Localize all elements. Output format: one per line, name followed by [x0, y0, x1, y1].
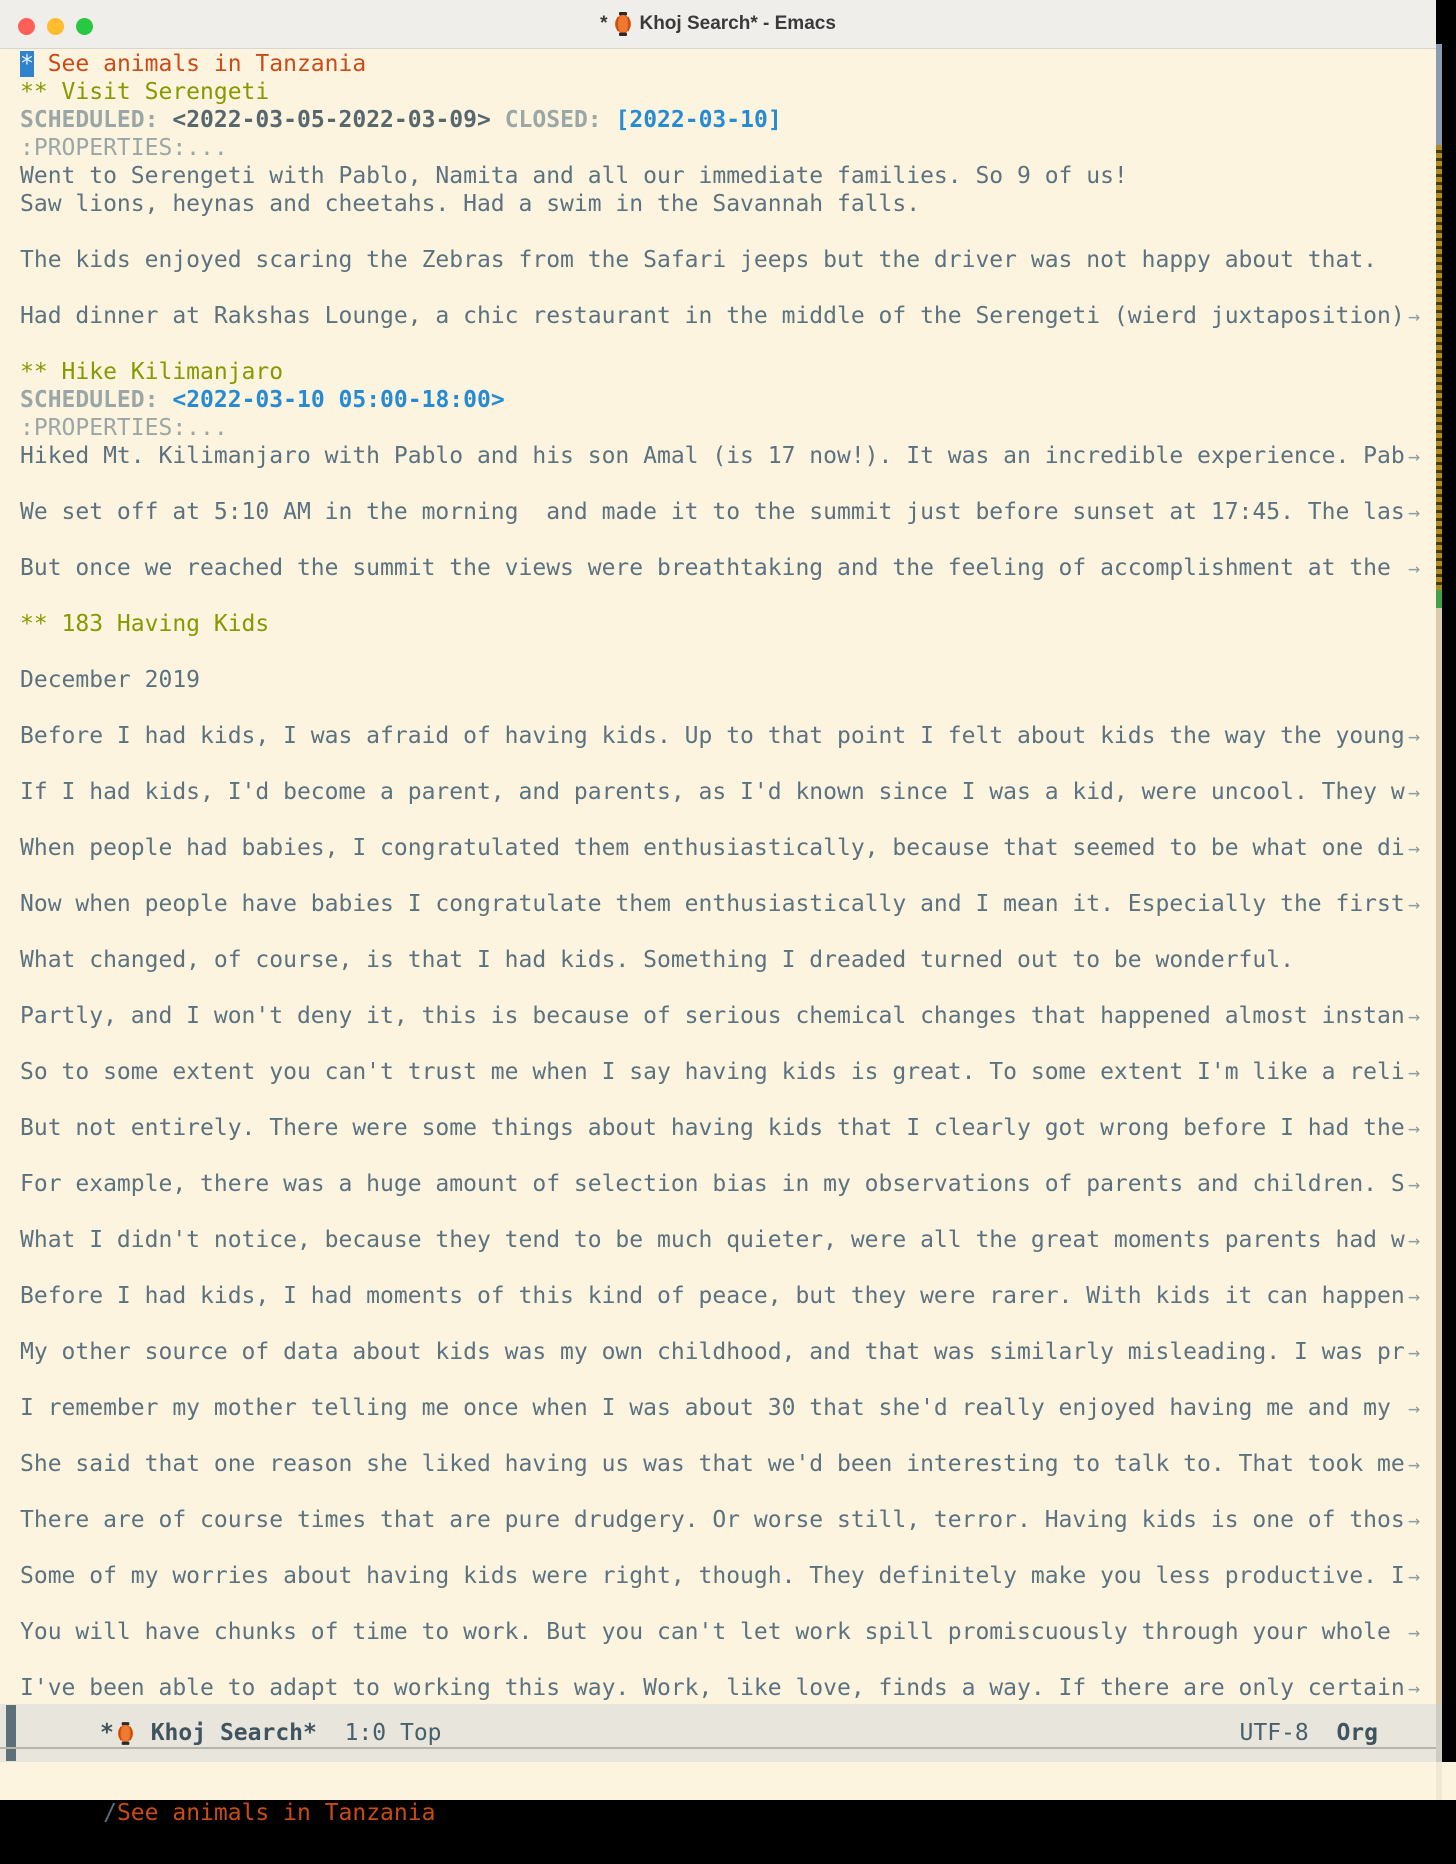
text-segment: There are of course times that are pure drudgery. Or worse still, terror. Having kids is one of thos	[20, 1507, 1405, 1533]
text-segment: When people had babies, I congratulated them enthusiastically, because that seemed to be what one di	[20, 835, 1405, 861]
line-wrap-arrow-icon: →	[1407, 1172, 1420, 1196]
buffer-line[interactable]	[0, 470, 1436, 498]
buffer-line[interactable]	[0, 358, 1436, 386]
window-title-star: *	[600, 13, 608, 34]
buffer-line[interactable]	[0, 1450, 1436, 1478]
text-segment: CLOSED:	[504, 107, 602, 133]
buffer-line[interactable]	[0, 694, 1436, 722]
background-window-sliver	[1436, 44, 1442, 1800]
text-segment: If I had kids, I'd become a parent, and parents, as I'd known since I was a kid, were uncool. They w	[20, 779, 1405, 805]
text-segment: I remember my mother telling me once when I was about 30 that she'd really enjoyed having me and my	[20, 1395, 1405, 1421]
text-segment: What I didn't notice, because they tend to be much quieter, were all the great moments parents had w	[20, 1227, 1405, 1253]
buffer-line[interactable]	[0, 246, 1436, 274]
text-segment: But not entirely. There were some things about having kids that I clearly got wrong before I had the	[20, 1115, 1405, 1141]
sliver-segment	[1436, 1704, 1442, 1762]
buffer-line[interactable]	[0, 1002, 1436, 1030]
line-wrap-arrow-icon: →	[1407, 1060, 1420, 1084]
text-segment	[491, 107, 505, 133]
buffer-line[interactable]	[0, 1534, 1436, 1562]
text-segment: <2022-03-10 05:00-18:00>	[172, 387, 505, 413]
buffer-line[interactable]	[0, 1170, 1436, 1198]
buffer-line[interactable]	[0, 50, 1436, 78]
buffer-line[interactable]	[0, 1058, 1436, 1086]
cursor-position: 1:0	[344, 1720, 387, 1746]
buffer-line[interactable]	[0, 1254, 1436, 1282]
buffer-line[interactable]	[0, 554, 1436, 582]
scroll-position: Top	[399, 1720, 442, 1746]
line-wrap-arrow-icon: →	[1407, 1508, 1420, 1532]
sliver-segment	[1436, 1762, 1442, 1800]
sliver-segment	[1436, 145, 1442, 590]
sliver-segment	[1436, 590, 1442, 608]
buffer-name-star: *	[100, 1720, 114, 1746]
buffer-line[interactable]	[0, 1338, 1436, 1366]
minibuffer[interactable]	[0, 1762, 1456, 1826]
text-segment: What changed, of course, is that I had kids. Something I dreaded turned out to be wonderful.	[20, 947, 1294, 973]
buffer-line[interactable]	[0, 666, 1436, 694]
text-segment: ** 183 Having Kids	[20, 611, 270, 637]
buffer-line[interactable]	[0, 1226, 1436, 1254]
text-segment: :PROPERTIES:...	[20, 135, 228, 161]
text-segment: Had dinner at Rakshas Lounge, a chic restaurant in the middle of the Serengeti (wierd juxtaposition)	[20, 303, 1405, 329]
line-wrap-arrow-icon: →	[1407, 1564, 1420, 1588]
line-wrap-arrow-icon: →	[1407, 1284, 1420, 1308]
text-segment: Before I had kids, I was afraid of having kids. Up to that point I felt about kids the way the young	[20, 723, 1405, 749]
lantern-icon	[613, 12, 633, 36]
buffer-line[interactable]	[0, 750, 1436, 778]
text-segment: SCHEDULED:	[20, 387, 159, 413]
buffer-line[interactable]	[0, 386, 1436, 414]
title-bar[interactable]	[0, 0, 1436, 49]
buffer-line[interactable]	[0, 1506, 1436, 1534]
buffer-line[interactable]	[0, 1030, 1436, 1058]
minibuffer-prompt: /	[103, 1800, 117, 1826]
buffer-line[interactable]	[0, 778, 1436, 806]
text-segment: She said that one reason she liked having us was that we'd been interesting to talk to. That took me	[20, 1451, 1405, 1477]
buffer-line[interactable]	[0, 162, 1436, 190]
buffer-line[interactable]	[0, 610, 1436, 638]
line-wrap-arrow-icon: →	[1407, 1116, 1420, 1140]
buffer-line[interactable]	[0, 1198, 1436, 1226]
text-segment: December 2019	[20, 667, 201, 693]
line-wrap-arrow-icon: →	[1407, 1228, 1420, 1252]
buffer-line[interactable]	[0, 1590, 1436, 1618]
close-button[interactable]	[18, 18, 35, 35]
mode-line-left	[0, 1720, 442, 1746]
text-segment: Saw lions, heynas and cheetahs. Had a swim in the Savannah falls.	[20, 191, 921, 217]
text-segment: We set off at 5:10 AM in the morning and made it to the summit just before sunset at 17:45. The las	[20, 499, 1405, 525]
line-wrap-arrow-icon: →	[1407, 1396, 1420, 1420]
buffer-line[interactable]	[0, 134, 1436, 162]
buffer-line[interactable]	[0, 1422, 1436, 1450]
text-segment: <2022-03-05-2022-03-09>	[172, 107, 491, 133]
text-segment: :PROPERTIES:...	[20, 415, 228, 441]
buffer-line[interactable]	[0, 1282, 1436, 1310]
line-wrap-arrow-icon: →	[1407, 1452, 1420, 1476]
text-segment: You will have chunks of time to work. But you can't let work spill promiscuously through your whole	[20, 1619, 1405, 1645]
buffer-line[interactable]	[0, 722, 1436, 750]
buffer-line[interactable]	[0, 414, 1436, 442]
line-wrap-arrow-icon: →	[1407, 556, 1420, 580]
buffer-line[interactable]	[0, 890, 1436, 918]
line-wrap-arrow-icon: →	[1407, 1620, 1420, 1644]
text-segment: Before I had kids, I had moments of this kind of peace, but they were rarer. With kids it can happen	[20, 1283, 1405, 1309]
buffer-line[interactable]	[0, 1562, 1436, 1590]
buffer-line[interactable]	[0, 1114, 1436, 1142]
sliver-segment	[1436, 44, 1442, 145]
text-segment: Some of my worries about having kids were right, though. They definitely make you less productive. I	[20, 1563, 1405, 1589]
mode-line	[0, 1704, 1436, 1762]
buffer-line[interactable]	[0, 638, 1436, 666]
buffer-line[interactable]	[0, 806, 1436, 834]
text-segment: Went to Serengeti with Pablo, Namita and all our immediate families. So 9 of us!	[20, 163, 1128, 189]
text-segment: [2022-03-10]	[615, 107, 782, 133]
search-query-text: See animals in Tanzania	[116, 1800, 436, 1826]
line-wrap-arrow-icon: →	[1407, 724, 1420, 748]
buffer-name-text: Khoj Search*	[136, 1720, 317, 1746]
text-segment	[602, 107, 616, 133]
line-wrap-arrow-icon: →	[1407, 892, 1420, 916]
zoom-button[interactable]	[76, 18, 93, 35]
buffer-line[interactable]	[0, 834, 1436, 862]
text-segment: ** Visit Serengeti	[20, 79, 270, 105]
text-segment: But once we reached the summit the views were breathtaking and the feeling of accomplishment at the	[20, 555, 1405, 581]
buffer-line[interactable]	[0, 190, 1436, 218]
text-segment: SCHEDULED:	[20, 107, 159, 133]
buffer-line[interactable]	[0, 1394, 1436, 1422]
text-segment: For example, there was a huge amount of selection bias in my observations of parents and children. S	[20, 1171, 1405, 1197]
major-mode-indicator[interactable]: Org	[1336, 1720, 1378, 1746]
buffer-line[interactable]	[0, 918, 1436, 946]
line-wrap-arrow-icon: →	[1407, 1004, 1420, 1028]
text-segment: The kids enjoyed scaring the Zebras from the Safari jeeps but the driver was not happy about that.	[20, 247, 1378, 273]
buffer-line[interactable]	[0, 330, 1436, 358]
buffer-line[interactable]	[0, 302, 1436, 330]
buffer-line[interactable]	[0, 862, 1436, 890]
line-wrap-arrow-icon: →	[1407, 500, 1420, 524]
buffer-line[interactable]	[0, 1646, 1436, 1674]
modeline-space	[386, 1720, 400, 1746]
line-wrap-arrow-icon: →	[1407, 444, 1420, 468]
line-wrap-arrow-icon: →	[1407, 304, 1420, 328]
encoding-indicator: UTF-8	[1239, 1720, 1309, 1746]
window-title-text: Khoj Search* - Emacs	[639, 13, 836, 34]
lantern-icon	[116, 1722, 135, 1745]
buffer-line[interactable]	[0, 78, 1436, 106]
buffer-line[interactable]	[0, 1618, 1436, 1646]
buffer-line[interactable]	[0, 946, 1436, 974]
buffer-line[interactable]	[0, 442, 1436, 470]
buffer-line[interactable]	[0, 974, 1436, 1002]
buffer-line[interactable]	[0, 1142, 1436, 1170]
text-segment: My other source of data about kids was my own childhood, and that was similarly misleading. I was pr	[20, 1339, 1405, 1365]
text-segment: Partly, and I won't deny it, this is because of serious chemical changes that happened almost instan	[20, 1003, 1405, 1029]
sliver-segment	[1436, 608, 1442, 1704]
line-wrap-arrow-icon: →	[1407, 836, 1420, 860]
text-segment	[158, 387, 172, 413]
encoding-gap	[1309, 1720, 1337, 1746]
text-segment	[158, 107, 172, 133]
text-segment: Now when people have babies I congratulate them enthusiastically and I mean it. Especially the first	[20, 891, 1405, 917]
line-wrap-arrow-icon: →	[1407, 1676, 1420, 1700]
buffer-line[interactable]	[0, 1086, 1436, 1114]
text-segment: See animals in Tanzania	[33, 51, 367, 77]
line-wrap-arrow-icon: →	[1407, 780, 1420, 804]
buffer-line[interactable]	[0, 274, 1436, 302]
buffer-line[interactable]	[0, 1478, 1436, 1506]
buffer-name	[100, 1720, 317, 1746]
buffer-line[interactable]	[0, 106, 1436, 134]
text-segment: *	[20, 51, 34, 77]
buffer-line[interactable]	[0, 1366, 1436, 1394]
buffer-line[interactable]	[0, 582, 1436, 610]
window-title	[600, 12, 836, 36]
mode-line-right	[1129, 1694, 1436, 1772]
text-segment: So to some extent you can't trust me when I say having kids is great. To some extent I'm like a reli	[20, 1059, 1405, 1085]
modeline-gap	[317, 1720, 345, 1746]
text-segment: Hiked Mt. Kilimanjaro with Pablo and his son Amal (is 17 now!). It was an incredible experience. Pab	[20, 443, 1405, 469]
minimize-button[interactable]	[47, 18, 64, 35]
buffer-line[interactable]	[0, 1310, 1436, 1338]
line-wrap-arrow-icon: →	[1407, 1340, 1420, 1364]
text-segment: ** Hike Kilimanjaro	[20, 359, 284, 385]
buffer-line[interactable]	[0, 218, 1436, 246]
text-segment: I've been able to adapt to working this way. Work, like love, finds a way. If there are only certain	[20, 1675, 1405, 1701]
buffer-text[interactable]	[0, 50, 1436, 1704]
mode-line-left-bar	[6, 1705, 16, 1761]
traffic-lights	[18, 18, 93, 35]
buffer-line[interactable]	[0, 498, 1436, 526]
buffer-line[interactable]	[0, 526, 1436, 554]
